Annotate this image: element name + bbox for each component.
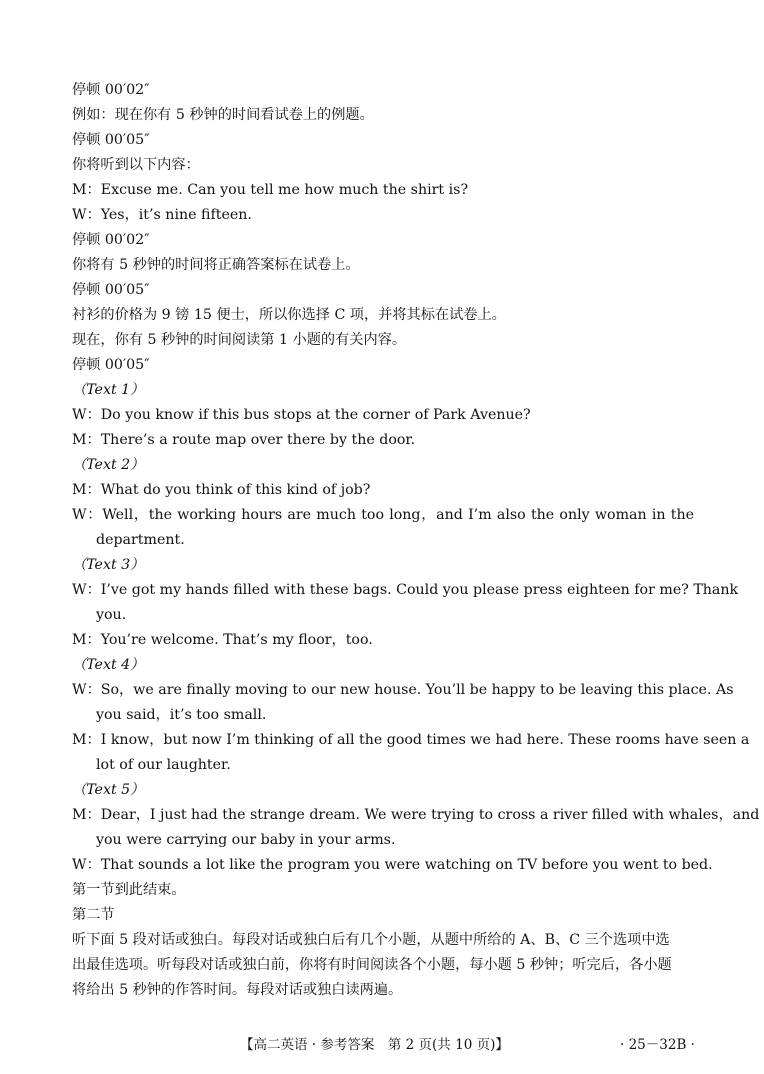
- pause-line: 停顿 00′02″: [72, 82, 150, 98]
- instruction-line: 你将听到以下内容：: [72, 157, 200, 173]
- pause-line: 停顿 00′05″: [72, 132, 150, 148]
- dialogue-continuation: lot of our laughter.: [96, 757, 231, 773]
- dialogue-line: M：Excuse me. Can you tell me how much the shirt is?: [72, 182, 469, 198]
- instruction-line: 例如：现在你有 5 秒钟的时间看试卷上的例题。: [72, 107, 374, 123]
- footer-exam-code: · 25－32B ·: [620, 1037, 695, 1053]
- dialogue-line: M：I know，but now I’m thinking of all the good times we had here. These rooms have seen a: [72, 732, 750, 748]
- pause-line: 停顿 00′05″: [72, 357, 150, 373]
- pause-line: 停顿 00′05″: [72, 282, 150, 298]
- text-heading: （Text 5）: [72, 782, 145, 798]
- text-heading: （Text 2）: [72, 457, 145, 473]
- dialogue-continuation: you.: [96, 607, 127, 623]
- text-heading: （Text 1）: [72, 382, 145, 398]
- dialogue-line: W：So，we are finally moving to our new house. You’ll be happy to be leaving this place. As: [72, 682, 734, 698]
- instruction-line: 听下面 5 段对话或独白。每段对话或独白后有几个小题，从题中所给的 A、B、C 三个选项中选: [72, 932, 670, 948]
- dialogue-continuation: department.: [96, 532, 185, 548]
- dialogue-line: W：Do you know if this bus stops at the corner of Park Avenue?: [72, 407, 531, 423]
- text-heading: （Text 3）: [72, 557, 145, 573]
- dialogue-line: W：That sounds a lot like the program you were watching on TV before you went to bed.: [72, 857, 713, 873]
- instruction-line: 将给出 5 秒钟的作答时间。每段对话或独白读两遍。: [72, 982, 403, 998]
- dialogue-line: W：I’ve got my hands filled with these bags. Could you please press eighteen for me? Thank: [72, 582, 739, 598]
- instruction-line: 出最佳选项。听每段对话或独白前，你将有时间阅读各个小题，每小题 5 秒钟；听完后，各小题: [72, 957, 672, 973]
- dialogue-continuation: you were carrying our baby in your arms.: [96, 832, 396, 848]
- dialogue-line: M：You’re welcome. That’s my floor，too.: [72, 632, 373, 648]
- instruction-line: 衬衫的价格为 9 镑 15 便士，所以你选择 C 项，并将其标在试卷上。: [72, 307, 506, 323]
- dialogue-continuation: you said，it’s too small.: [96, 707, 267, 723]
- text-heading: （Text 4）: [72, 657, 145, 673]
- instruction-line: 你将有 5 秒钟的时间将正确答案标在试卷上。: [72, 257, 360, 273]
- dialogue-line: M：There’s a route map over there by the door.: [72, 432, 416, 448]
- pause-line: 停顿 00′02″: [72, 232, 150, 248]
- section-end-line: 第一节到此结束。: [72, 882, 186, 898]
- instruction-line: 现在，你有 5 秒钟的时间阅读第 1 小题的有关内容。: [72, 332, 407, 348]
- dialogue-line: M：Dear，I just had the strange dream. We were trying to cross a river filled with whales，and: [72, 807, 760, 823]
- dialogue-line: M：What do you think of this kind of job?: [72, 482, 371, 498]
- dialogue-line: W：Yes，it’s nine fifteen.: [72, 207, 252, 223]
- footer-page-title: 【高二英语 · 参考答案 第 2 页(共 10 页)】: [240, 1037, 509, 1053]
- dialogue-line: W：Well，the working hours are much too long，and I’m also the only woman in the: [72, 507, 694, 523]
- section-heading: 第二节: [72, 907, 115, 923]
